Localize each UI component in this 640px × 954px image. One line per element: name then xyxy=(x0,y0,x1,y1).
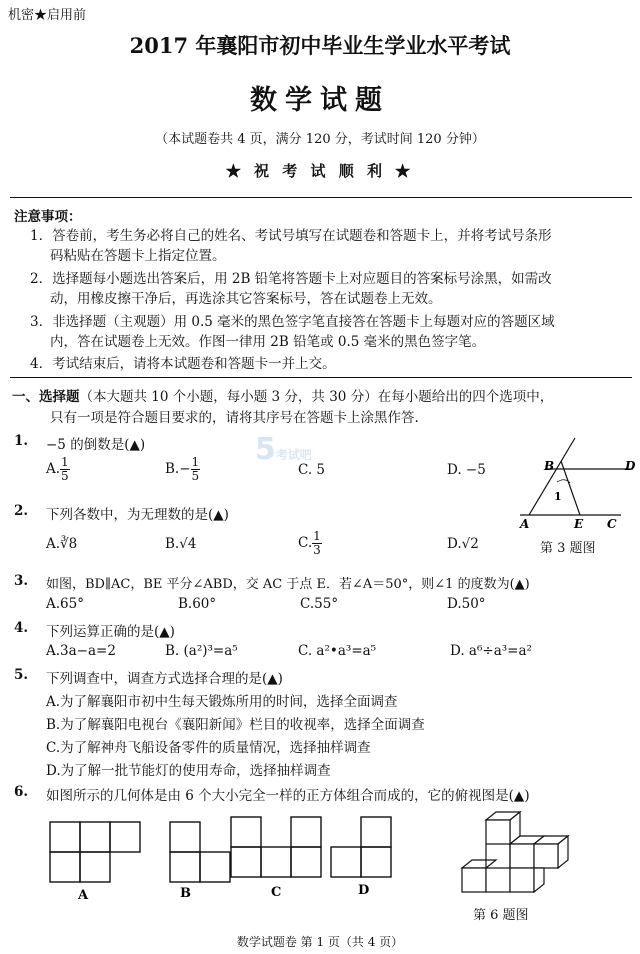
figure-3-caption: 第 3 题图 xyxy=(540,541,596,556)
option-b-label: B xyxy=(180,886,191,901)
q3-number: 3. xyxy=(14,573,29,589)
q4-option-d: D. a⁶÷a³=a² xyxy=(450,643,532,659)
q2-option-a: A.∛8 xyxy=(46,536,78,552)
q4-number: 4. xyxy=(14,620,29,636)
option-b-grid xyxy=(170,822,230,882)
q6-options-figure xyxy=(40,812,440,902)
option-c-grid xyxy=(231,817,321,877)
option-d-grid xyxy=(331,817,391,877)
label-a: A xyxy=(520,517,530,530)
section-title: 一、选择题 xyxy=(12,389,80,405)
section-desc-2: 只有一项是符合题目要求的，请将其序号在答题卡上涂黑作答. xyxy=(50,410,419,426)
q2-option-c xyxy=(298,530,322,557)
q3-option-b: B.60° xyxy=(178,596,217,612)
top-rule xyxy=(10,197,632,198)
section-desc: （本大题共 10 个小题，每小题 3 分，共 30 分）在每小题给出的四个选项中， xyxy=(79,389,554,405)
q1-option-b xyxy=(165,456,200,483)
q4-option-a: A.3a−a=2 xyxy=(46,643,116,659)
q2-number: 2. xyxy=(14,503,29,519)
q5-option-a: A.为了解襄阳市初中生每天锻炼所用的时间，选择全面调查 xyxy=(46,694,398,710)
q1-number: 1. xyxy=(14,433,29,449)
option-label: B.− xyxy=(165,461,191,477)
q2-text: 下列各数中，为无理数的是(▲) xyxy=(46,507,229,523)
note-item: 2．选择题每小题选出答案后，用 2B 铅笔将答题卡上对应题目的答案标号涂黑，如需改 xyxy=(30,271,552,287)
note-item: 1．答卷前，考生务必将自己的姓名、考试号填写在试题卷和答题卡上，并将考试号条形 xyxy=(30,228,552,244)
option-a-label: A xyxy=(78,888,89,902)
figure-6-solid xyxy=(456,810,586,900)
label-d: D xyxy=(625,459,636,473)
note-item-cont: 动，用橡皮擦干净后，再选涂其它答案标号，答在试题卷上无效。 xyxy=(50,291,442,307)
q3-option-a: A.65° xyxy=(46,596,84,612)
q6-number: 6. xyxy=(14,784,29,800)
q3-option-d: D.50° xyxy=(447,596,486,612)
figure-6-caption: 第 6 题图 xyxy=(473,908,529,923)
option-label: A. xyxy=(46,461,61,477)
note-item: 4．考试结束后，请将本试题卷和答题卡一并上交。 xyxy=(30,356,336,372)
fraction: $\frac{1}{5}$ xyxy=(61,455,69,483)
middle-rule xyxy=(10,377,632,378)
q2-option-d: D.√2 xyxy=(447,536,479,552)
exam-info: （本试题卷共 4 页，满分 120 分，考试时间 120 分钟） xyxy=(155,132,485,147)
q1-text: −5 的倒数是(▲) xyxy=(46,437,146,453)
q5-text: 下列调查中，调查方式选择合理的是(▲) xyxy=(46,671,283,687)
watermark: 5考试吧 xyxy=(255,432,312,467)
fraction: $\frac{1}{5}$ xyxy=(191,455,200,483)
notes-title: 注意事项： xyxy=(14,209,82,225)
exam-title: 2017 年襄阳市初中毕业生学业水平考试 xyxy=(129,33,511,58)
figure-3 xyxy=(515,430,637,530)
q4-text: 下列运算正确的是(▲) xyxy=(46,624,175,640)
q5-option-b: B.为了解襄阳电视台《襄阳新闻》栏目的收视率，选择全面调查 xyxy=(46,717,425,733)
q1-option-d: D. −5 xyxy=(447,462,486,478)
option-d-label: D xyxy=(358,883,370,898)
label-c: C xyxy=(607,517,617,530)
label-angle-1: 1 xyxy=(554,490,562,503)
subject-title: 数学试题 xyxy=(250,85,390,116)
wish-banner: ★ 祝 考 试 顺 利 ★ xyxy=(225,162,415,180)
section-heading xyxy=(12,385,553,405)
q5-option-c: C.为了解神舟飞船设备零件的质量情况，选择抽样调查 xyxy=(46,740,371,756)
label-b: B xyxy=(544,459,555,473)
q6-text: 如图所示的几何体是由 6 个大小完全一样的正方体组合而成的，它的俯视图是(▲) xyxy=(46,788,530,804)
fraction: $\frac{1}{3}$ xyxy=(313,529,321,557)
page-footer: 数学试题卷 第 1 页（共 4 页） xyxy=(236,935,404,949)
q1-option-a xyxy=(46,456,70,483)
q2-option-b: B.√4 xyxy=(165,536,197,552)
label-e: E xyxy=(574,517,584,530)
q4-option-c: C. a²•a³=a⁵ xyxy=(298,643,377,659)
line-ab xyxy=(529,438,575,515)
note-item-cont: 内，答在试题卷上无效。作图一律用 2B 铅笔或 0.5 毫米的黑色签字笔。 xyxy=(50,334,486,350)
q5-number: 5. xyxy=(14,667,29,683)
option-a-grid xyxy=(50,822,140,882)
q3-option-c: C.55° xyxy=(300,596,339,612)
q3-text: 如图，BD∥AC，BE 平分∠ABD，交 AC 于点 E．若∠A＝50°，则∠1 的度数为(▲) xyxy=(46,577,530,592)
note-item-cont: 码粘贴在答题卡上指定位置。 xyxy=(50,248,226,264)
option-c-label: C xyxy=(271,885,282,900)
q4-option-b: B. (a²)³=a⁵ xyxy=(165,643,238,659)
note-item: 3．非选择题（主观题）用 0.5 毫米的黑色签字笔直接答在答题卡上每题对应的答题区域 xyxy=(30,314,555,330)
q1-option-c: C. 5 xyxy=(298,462,326,478)
q5-option-d: D.为了解一批节能灯的使用寿命，选择抽样调查 xyxy=(46,763,331,779)
option-label: C. xyxy=(298,535,313,551)
secret-label: 机密★启用前 xyxy=(8,8,87,23)
